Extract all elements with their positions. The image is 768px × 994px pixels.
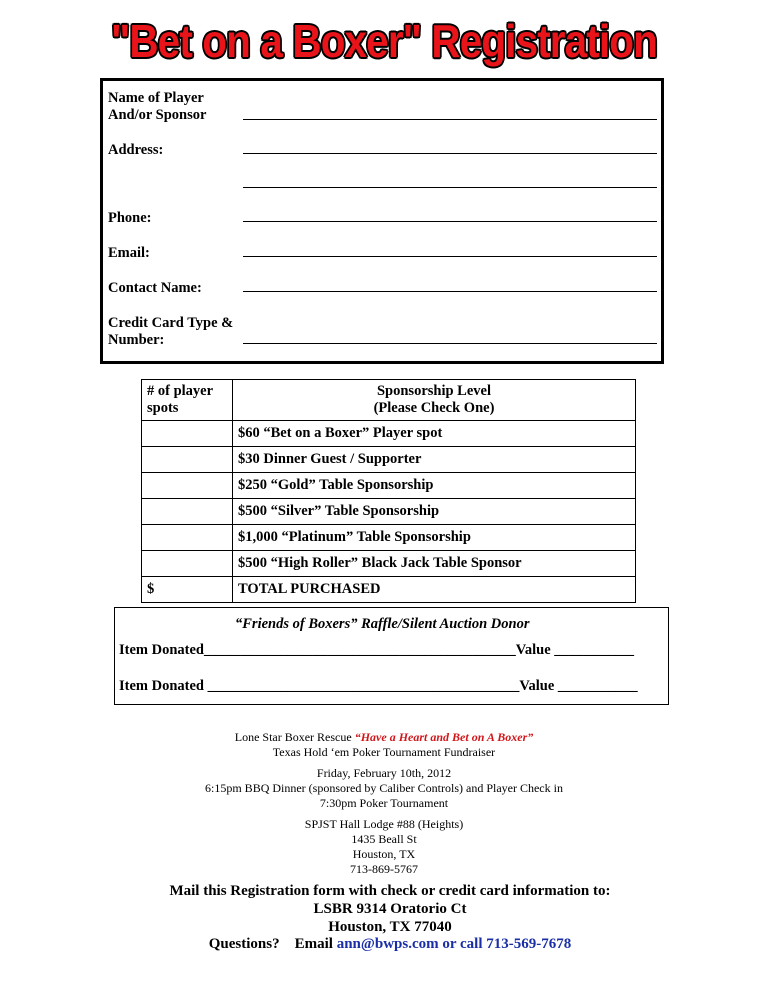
total-amount[interactable]: $ (142, 577, 233, 603)
table-row (142, 447, 636, 473)
email-field[interactable] (243, 256, 657, 257)
item-donated-row-1[interactable]: Item Donated___________________________________________Value ___________ (119, 642, 635, 658)
credit-card-field[interactable] (243, 343, 657, 344)
event-tagline: Lone Star Boxer Rescue “Have a Heart and Bet on A Boxer” (234, 730, 534, 744)
mail-address: LSBR 9314 Oratorio Ct (313, 901, 467, 917)
spots-input[interactable] (142, 499, 233, 525)
spots-input[interactable] (142, 473, 233, 499)
table-header-row (142, 380, 636, 421)
table-row (142, 421, 636, 447)
event-street: 1435 Beall St (351, 832, 417, 846)
event-date: Friday, February 10th, 2012 (316, 766, 452, 780)
total-row (142, 577, 636, 603)
total-label: TOTAL PURCHASED (233, 577, 636, 603)
event-city: Houston, TX (352, 847, 416, 861)
sponsorship-level: $1,000 “Platinum” Table Sponsorship (233, 525, 636, 551)
spots-input[interactable] (142, 551, 233, 577)
name-field[interactable] (243, 119, 657, 120)
spots-input[interactable] (142, 421, 233, 447)
item-donated-row-2[interactable]: Item Donated ___________________________________________Value ___________ (119, 678, 638, 694)
table-row (142, 551, 636, 577)
contact-label: Contact Name: (108, 280, 202, 296)
spots-input[interactable] (142, 447, 233, 473)
table-row (142, 525, 636, 551)
phone-label: Phone: (108, 210, 152, 226)
sponsorship-level-header: Sponsorship Level (Please Check One) (233, 380, 636, 421)
spots-input[interactable] (142, 525, 233, 551)
event-subtitle: Texas Hold ‘em Poker Tournament Fundraiser (272, 745, 496, 759)
registration-form (100, 78, 664, 364)
email-label: Email: (108, 245, 150, 261)
player-spots-header: # of player spots (142, 380, 233, 421)
event-venue: SPJST Hall Lodge #88 (Heights) (304, 817, 464, 831)
sponsorship-level: $250 “Gold” Table Sponsorship (233, 473, 636, 499)
address-field-line1[interactable] (243, 153, 657, 154)
event-poker: 7:30pm Poker Tournament (319, 796, 449, 810)
name-label: Name of Player And/or Sponsor (108, 90, 207, 123)
event-dinner: 6:15pm BBQ Dinner (sponsored by Caliber Controls) and Player Check in (205, 781, 563, 795)
address-label: Address: (108, 142, 164, 158)
event-phone: 713-869-5767 (350, 862, 418, 876)
address-field-line2[interactable] (243, 187, 657, 188)
raffle-title: “Friends of Boxers” Raffle/Silent Auction Donor (235, 616, 530, 632)
raffle-section (114, 607, 669, 705)
contact-field[interactable] (243, 291, 657, 292)
questions-line: Questions? Email ann@bwps.com or call 713-569-7678 (208, 936, 572, 952)
sponsorship-level: $500 “High Roller” Black Jack Table Sponsor (233, 551, 636, 577)
phone-field[interactable] (243, 221, 657, 222)
sponsorship-level: $60 “Bet on a Boxer” Player spot (233, 421, 636, 447)
credit-card-label: Credit Card Type & Number: (108, 315, 234, 348)
sponsorship-level: $30 Dinner Guest / Supporter (233, 447, 636, 473)
sponsorship-level: $500 “Silver” Table Sponsorship (233, 499, 636, 525)
mail-instructions: Mail this Registration form with check or credit card information to: (169, 883, 611, 899)
contact-email-link[interactable]: ann@bwps.com or call 713-569-7678 (336, 936, 572, 952)
table-row (142, 499, 636, 525)
mail-city: Houston, TX 77040 (328, 919, 452, 935)
page-title: "Bet on a Boxer" Registration (111, 15, 657, 67)
sponsorship-table (141, 379, 636, 603)
table-row (142, 473, 636, 499)
